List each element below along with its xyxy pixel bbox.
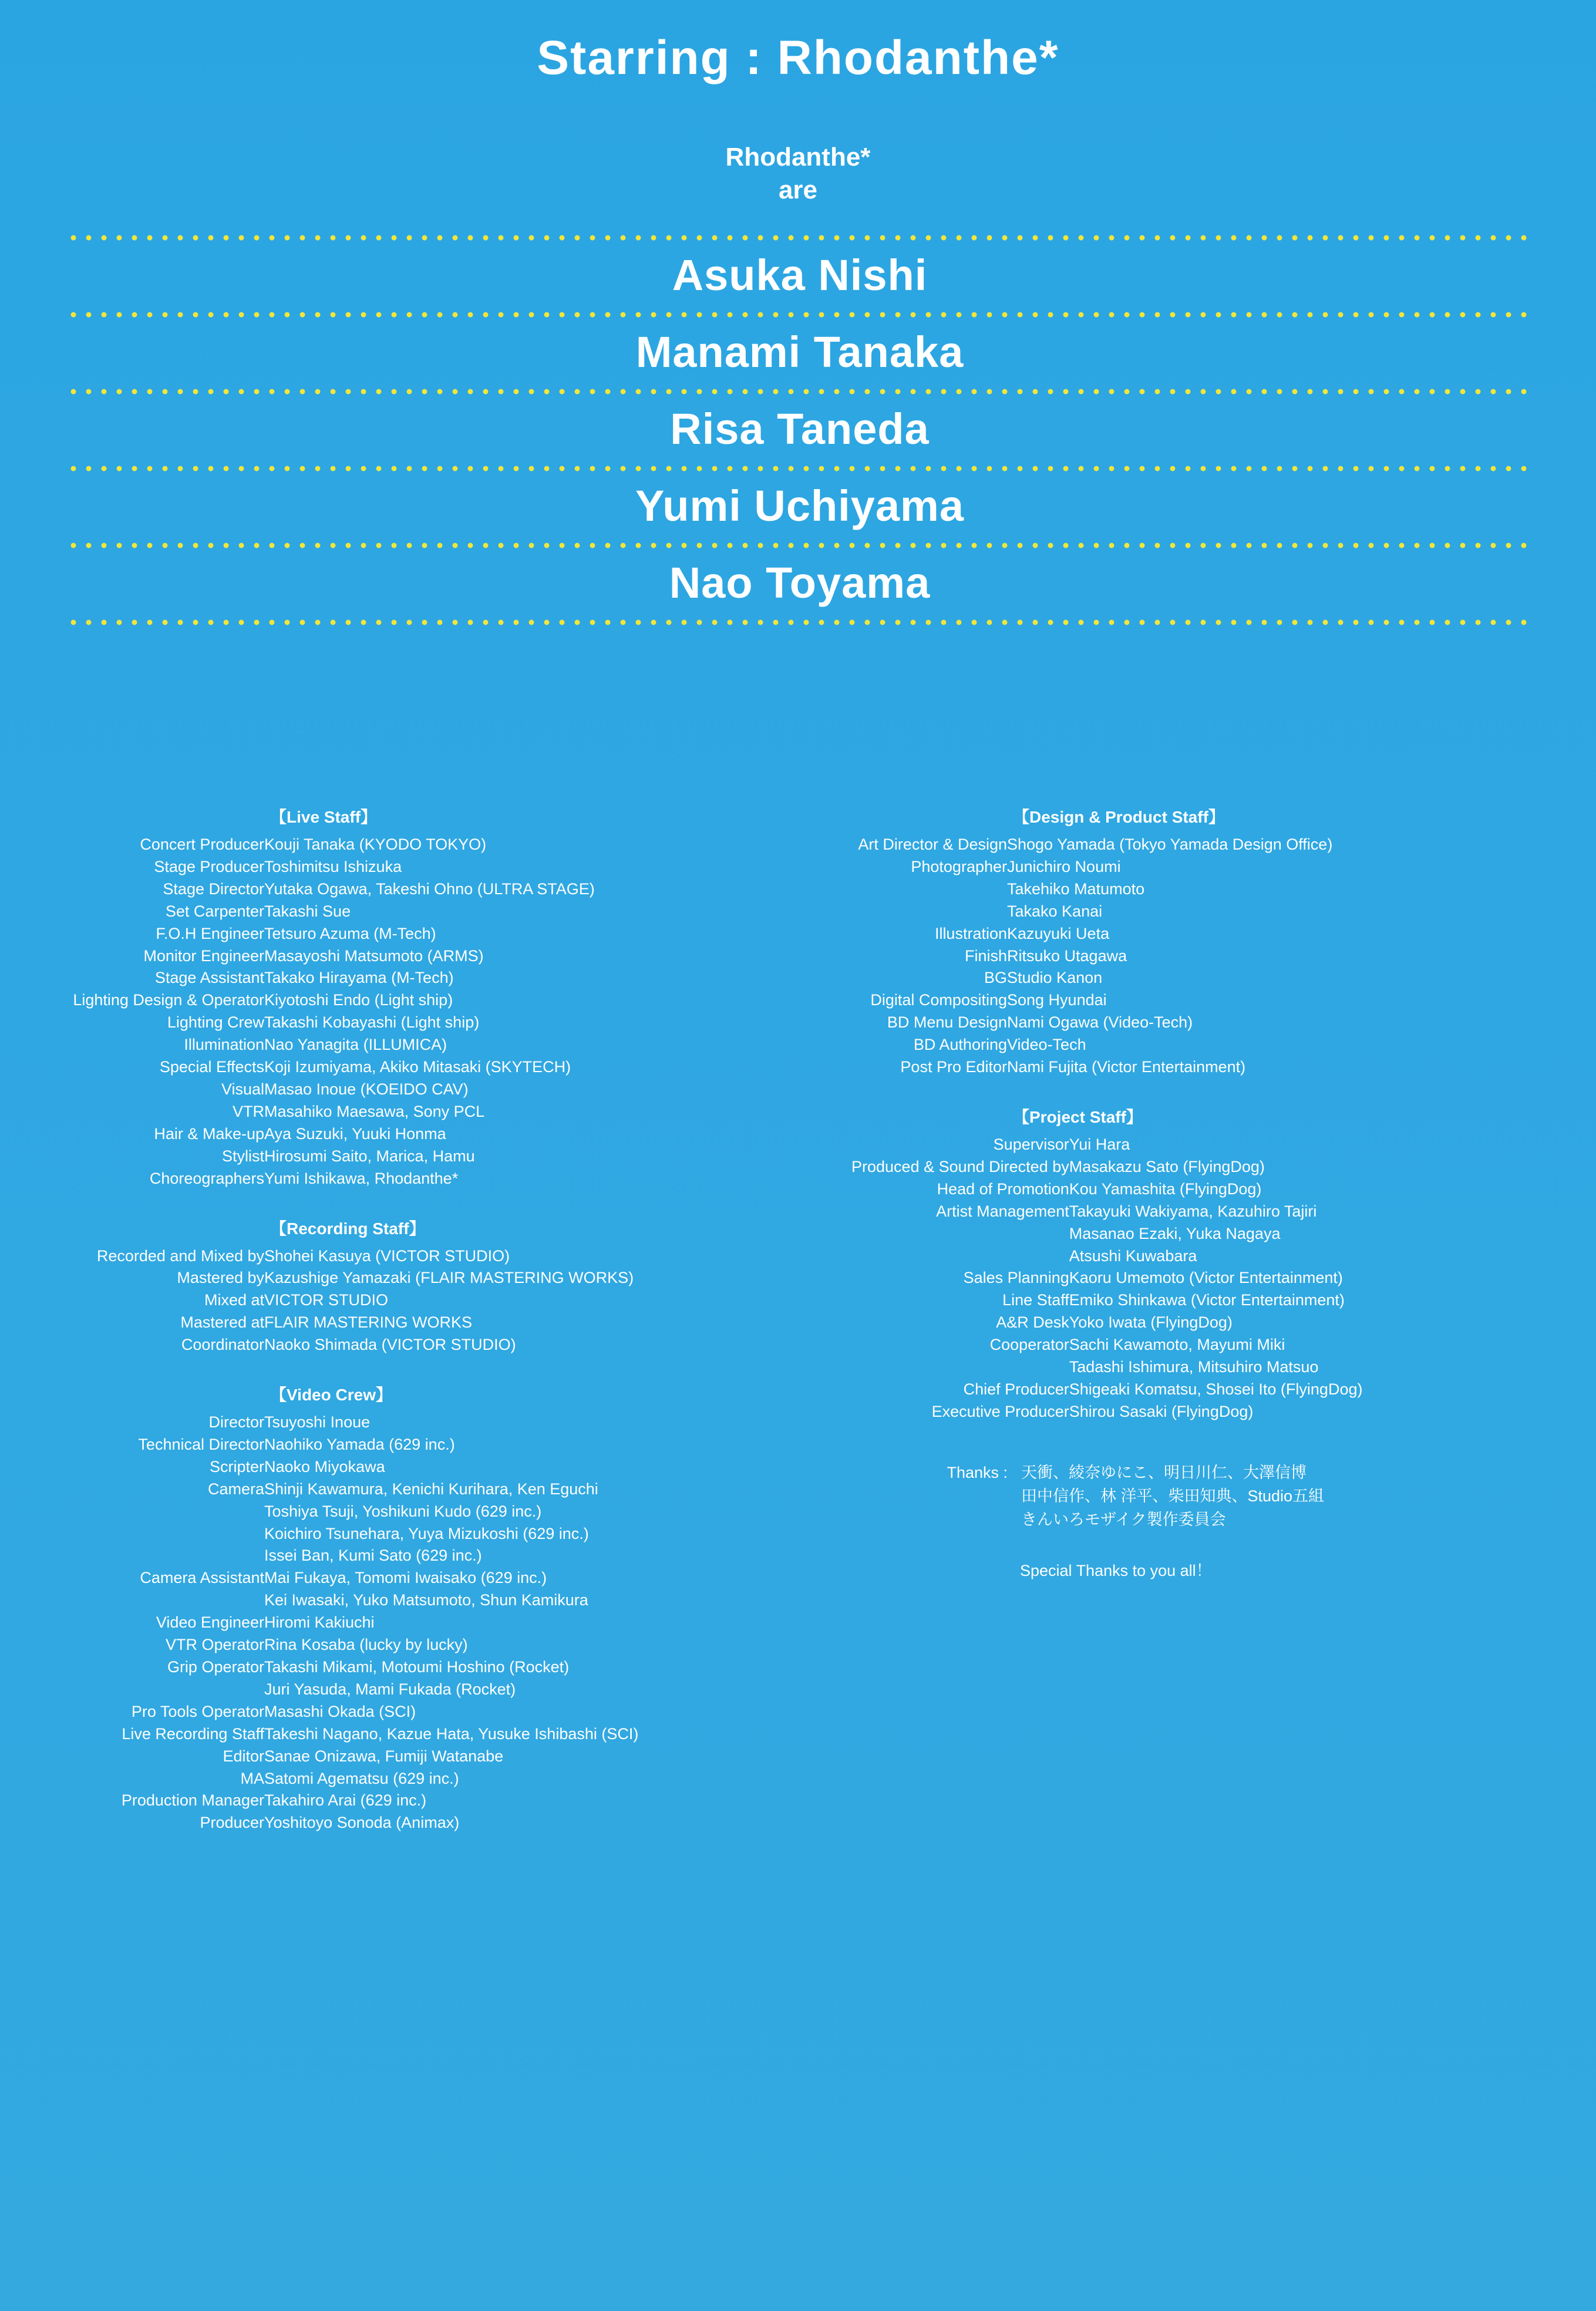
credit-role (59, 1589, 264, 1612)
credit-value: Kouji Tanaka (KYODO TOKYO) (264, 836, 487, 853)
credit-row (59, 945, 810, 968)
credit-value: Juri Yasuda, Mami Fukada (Rocket) (264, 1680, 516, 1698)
credit-role (59, 1679, 264, 1701)
credit-role: Illustration (934, 924, 1007, 942)
credit-value: Sanae Onizawa, Fumiji Watanabe (264, 1747, 504, 1765)
credit-row (851, 945, 1556, 968)
credit-row (59, 1746, 810, 1768)
credit-role: Editor (223, 1747, 264, 1765)
credit-value: Shirou Sasaki (FlyingDog) (1069, 1402, 1254, 1420)
credit-role: Producer (200, 1814, 264, 1832)
credit-row (59, 901, 810, 923)
credit-table-design-product-staff (851, 834, 1556, 1079)
credit-role: Coordinator (181, 1336, 264, 1354)
credit-value: Nami Fujita (Victor Entertainment) (1007, 1058, 1246, 1076)
credit-row (851, 1178, 1556, 1201)
credit-row (851, 923, 1556, 945)
credit-role: Line Staff (1002, 1291, 1069, 1309)
credit-row (59, 1634, 810, 1656)
credit-role: BD Menu Design (887, 1013, 1007, 1032)
credit-value: Kazushige Yamazaki (FLAIR MASTERING WORKS) (264, 1269, 634, 1287)
credit-table-video-crew (59, 1411, 810, 1834)
credit-role: VTR (233, 1102, 264, 1120)
credit-value: Toshimitsu Ishizuka (264, 857, 402, 875)
credit-role: F.O.H Engineer (156, 924, 264, 942)
section-title-live-staff: 【Live Staff】 (270, 808, 378, 826)
credit-role: Grip Operator (167, 1658, 264, 1676)
section-title-video-crew: 【Video Crew】 (270, 1386, 392, 1404)
credit-value: Video-Tech (1007, 1036, 1086, 1054)
credit-row (59, 1612, 810, 1634)
thanks-spacer (851, 1484, 1021, 1508)
credit-role: Sales Planning (963, 1269, 1069, 1287)
credit-table-live-staff (59, 834, 810, 1190)
credit-value: Junichiro Noumi (1007, 857, 1121, 875)
credits-column-right (851, 804, 1556, 1581)
credit-row (851, 1267, 1556, 1289)
credit-value: Atsushi Kuwabara (1069, 1247, 1197, 1265)
credit-role (59, 1501, 264, 1523)
rhodanthe-subtitle (0, 141, 1596, 207)
credit-value: Yoshitoyo Sonoda (Animax) (264, 1814, 460, 1832)
credit-role: Mastered by (177, 1269, 264, 1287)
credit-value: Ritsuko Utagawa (1007, 946, 1127, 965)
credit-value: Mai Fukaya, Tomomi Iwaisako (629 inc.) (264, 1569, 547, 1587)
credit-value: Aya Suzuki, Yuuki Honma (264, 1124, 446, 1143)
credit-role (851, 1223, 1069, 1245)
credit-row (59, 1523, 810, 1545)
credit-value: Takayuki Wakiyama, Kazuhiro Tajiri (1069, 1202, 1317, 1220)
credit-row (59, 1267, 810, 1289)
credit-row (59, 1312, 810, 1334)
credit-table-project-staff (851, 1134, 1556, 1423)
credit-row (59, 878, 810, 901)
thanks-row (851, 1508, 1325, 1531)
dotted-divider (66, 466, 1534, 471)
section-spacer (59, 1190, 810, 1216)
credit-role: Choreographers (149, 1169, 264, 1187)
credit-role: BD Authoring (913, 1036, 1007, 1054)
credit-role (851, 878, 1007, 901)
credit-role: Produced & Sound Directed by (851, 1157, 1069, 1175)
credit-role: Scripter (209, 1457, 264, 1475)
credit-value: Shohei Kasuya (VICTOR STUDIO) (264, 1247, 510, 1265)
credit-value: Issei Ban, Kumi Sato (629 inc.) (264, 1547, 482, 1565)
credit-value: Toshiya Tsuji, Yoshikuni Kudo (629 inc.) (264, 1502, 542, 1520)
credit-value: VICTOR STUDIO (264, 1291, 389, 1309)
credit-row (851, 967, 1556, 989)
credit-role: Concert Producer (140, 836, 264, 853)
credit-value: FLAIR MASTERING WORKS (264, 1313, 473, 1332)
credit-value: Naoko Shimada (VICTOR STUDIO) (264, 1336, 516, 1354)
thanks-value: 天衝、綾奈ゆにこ、明日川仁、大澤信博 (1021, 1463, 1307, 1481)
credit-value: Shogo Yamada (Tokyo Yamada Design Office) (1007, 836, 1333, 853)
credit-role: Monitor Engineer (143, 946, 264, 965)
credit-row (851, 1012, 1556, 1034)
credit-role: BG (984, 969, 1007, 987)
credit-role (851, 901, 1007, 923)
credit-role: Photographer (911, 857, 1007, 875)
thanks-value: 田中信作、林 洋平、柴田知典、Studio五組 (1021, 1487, 1325, 1505)
credit-role: Lighting Design & Operator (73, 991, 264, 1009)
credit-row (59, 989, 810, 1012)
credit-row (851, 1289, 1556, 1312)
credit-row (851, 1379, 1556, 1401)
credit-value: Koji Izumiyama, Akiko Mitasaki (SKYTECH) (264, 1058, 571, 1076)
credit-row (851, 1334, 1556, 1356)
credit-role: Art Director & Design (858, 836, 1007, 853)
credit-row (59, 1079, 810, 1101)
credit-role: Stage Assistant (154, 969, 264, 987)
credit-value: Kazuyuki Ueta (1007, 924, 1110, 942)
credit-role: Recorded and Mixed by (96, 1247, 264, 1265)
credit-role: Artist Management (936, 1202, 1069, 1220)
dotted-divider (66, 235, 1534, 241)
section-title-project-staff: 【Project Staff】 (1013, 1107, 1143, 1126)
credit-value: Hiromi Kakiuchi (264, 1613, 375, 1632)
credit-value: Song Hyundai (1007, 991, 1107, 1009)
member-name: Risa Taneda (670, 405, 930, 453)
credit-role: Visual (221, 1080, 264, 1098)
credit-role: Digital Compositing (870, 991, 1007, 1009)
credit-row (851, 1156, 1556, 1178)
credit-role: Pro Tools Operator (131, 1702, 264, 1720)
credit-row (59, 1589, 810, 1612)
credits-column-left (59, 804, 810, 1834)
section-spacer (851, 1079, 1556, 1104)
thanks-row (851, 1461, 1325, 1484)
credit-value: Takahiro Arai (629 inc.) (264, 1791, 427, 1810)
thanks-spacer (851, 1508, 1021, 1531)
credit-row (851, 1223, 1556, 1245)
credit-value: Takako Kanai (1007, 902, 1103, 920)
credit-value: Nami Ogawa (Video-Tech) (1007, 1013, 1193, 1032)
credit-value: Emiko Shinkawa (Victor Entertainment) (1069, 1291, 1345, 1309)
credit-row (59, 1411, 810, 1434)
credit-value: Studio Kanon (1007, 969, 1103, 987)
credit-row (851, 1056, 1556, 1079)
credit-row (59, 1289, 810, 1312)
credit-value: Masashi Okada (SCI) (264, 1702, 416, 1720)
credit-role: VTR Operator (165, 1636, 264, 1654)
member-list (66, 235, 1534, 625)
credit-row (59, 1123, 810, 1146)
credit-role: Camera Assistant (140, 1569, 264, 1587)
credit-role: Hair & Make-up (154, 1124, 264, 1143)
credit-value: Takashi Mikami, Motoumi Hoshino (Rocket) (264, 1658, 570, 1676)
credit-role: Stage Producer (154, 857, 264, 875)
dotted-divider (66, 619, 1534, 625)
credit-role (59, 1545, 264, 1567)
credit-role: Chief Producer (963, 1380, 1069, 1398)
credit-role: Director (208, 1413, 264, 1431)
credit-role: Lighting Crew (167, 1013, 264, 1032)
credit-row (851, 834, 1556, 856)
credit-value: Satomi Agematsu (629 inc.) (264, 1769, 459, 1787)
credit-row (851, 1034, 1556, 1056)
credit-role: Production Manager (121, 1791, 264, 1810)
dotted-divider (66, 543, 1534, 548)
credit-row (851, 878, 1556, 901)
credit-value: Masakazu Sato (FlyingDog) (1069, 1157, 1265, 1175)
member-name: Manami Tanaka (635, 328, 964, 376)
credit-value: Naoko Miyokawa (264, 1457, 385, 1475)
credit-row (59, 1101, 810, 1123)
rhodanthe-label: Rhodanthe* (725, 143, 871, 171)
credit-row (851, 1201, 1556, 1223)
credit-row (59, 1723, 810, 1746)
credit-row (59, 1812, 810, 1834)
credit-value: Kou Yamashita (FlyingDog) (1069, 1180, 1262, 1198)
credit-role: Cooperator (989, 1336, 1069, 1354)
credit-role: Video Engineer (156, 1613, 264, 1632)
credit-value: Kei Iwasaki, Yuko Matsumoto, Shun Kamikura (264, 1591, 588, 1609)
credit-value: Yui Hara (1069, 1135, 1130, 1153)
credit-role: Mixed at (204, 1291, 264, 1309)
credit-value: Hirosumi Saito, Marica, Hamu (264, 1147, 475, 1165)
credit-row (59, 1679, 810, 1701)
credit-row (59, 834, 810, 856)
credit-row (59, 923, 810, 945)
section-title-recording-staff: 【Recording Staff】 (270, 1219, 426, 1238)
credit-value: Takehiko Matumoto (1007, 880, 1145, 898)
credit-row (59, 1434, 810, 1456)
page-title: Starring : Rhodanthe* (537, 31, 1059, 85)
credit-row (59, 1790, 810, 1812)
credit-value: Tadashi Ishimura, Mitsuhiro Matsuo (1069, 1358, 1319, 1376)
credit-role: Live Recording Staff (122, 1724, 264, 1743)
section-title-design-product-staff: 【Design & Product Staff】 (1013, 808, 1225, 826)
credit-row (59, 1334, 810, 1356)
are-label: are (778, 176, 818, 205)
member-name: Nao Toyama (669, 558, 931, 607)
credit-value: Naohiko Yamada (629 inc.) (264, 1435, 455, 1453)
credit-value: Masao Inoue (KOEIDO CAV) (264, 1080, 469, 1098)
credit-role: Set Carpenter (165, 902, 264, 920)
credit-row (59, 1567, 810, 1589)
credit-role: Stage Director (163, 880, 264, 898)
credit-row (59, 1701, 810, 1723)
credit-row (851, 989, 1556, 1012)
credit-value: Tetsuro Azuma (M-Tech) (264, 924, 436, 942)
credit-role (851, 1356, 1069, 1379)
credit-role: Head of Promotion (937, 1180, 1069, 1198)
special-thanks: Special Thanks to you all！ (1020, 1561, 1212, 1579)
credit-role: Camera (207, 1480, 264, 1498)
thanks-label: Thanks : (947, 1463, 1008, 1481)
credit-value: Shigeaki Komatsu, Shosei Ito (FlyingDog) (1069, 1380, 1363, 1398)
thanks-block (851, 1461, 1556, 1581)
credit-row (851, 901, 1556, 923)
credit-row (851, 1401, 1556, 1423)
credit-row (851, 1312, 1556, 1334)
credit-row (851, 1245, 1556, 1268)
credit-value: Shinji Kawamura, Kenichi Kurihara, Ken Eguchi (264, 1480, 598, 1498)
member-name: Yumi Uchiyama (635, 481, 964, 530)
credit-row (59, 1501, 810, 1523)
credit-row (59, 967, 810, 989)
credit-role: Special Effects (159, 1058, 264, 1076)
credit-value: Takako Hirayama (M-Tech) (264, 969, 454, 987)
member-name: Asuka Nishi (672, 251, 928, 299)
credit-role: Executive Producer (931, 1402, 1069, 1420)
dotted-divider (66, 312, 1534, 318)
credit-value: Takashi Kobayashi (Light ship) (264, 1013, 480, 1032)
credit-row (59, 1034, 810, 1056)
credit-role (59, 1523, 264, 1545)
credit-role: Mastered at (180, 1313, 264, 1332)
credit-row (851, 1134, 1556, 1156)
section-spacer (59, 1356, 810, 1382)
credit-value: Yutaka Ogawa, Takeshi Ohno (ULTRA STAGE) (264, 880, 595, 898)
credit-value: Rina Kosaba (lucky by lucky) (264, 1636, 468, 1654)
credit-value: Masanao Ezaki, Yuka Nagaya (1069, 1224, 1281, 1242)
credit-row (59, 1168, 810, 1190)
dotted-divider (66, 389, 1534, 395)
credit-value: Masayoshi Matsumoto (ARMS) (264, 946, 484, 965)
thanks-value: きんいろモザイク製作委員会 (1021, 1511, 1226, 1529)
credit-value: Kiyotoshi Endo (Light ship) (264, 991, 453, 1009)
credit-role: Post Pro Editor (900, 1058, 1007, 1076)
credit-value: Yoko Iwata (FlyingDog) (1069, 1313, 1233, 1332)
credit-row (59, 1146, 810, 1168)
credit-row (59, 1768, 810, 1790)
credit-row (59, 1245, 810, 1268)
credit-value: Koichiro Tsunehara, Yuya Mizukoshi (629 inc.) (264, 1524, 589, 1542)
credit-row (851, 1356, 1556, 1379)
credit-row (59, 1056, 810, 1079)
credit-row (59, 1656, 810, 1679)
credit-role: MA (240, 1769, 264, 1787)
credit-role: Stylist (221, 1147, 264, 1165)
credit-role: Illumination (184, 1036, 264, 1054)
thanks-row (851, 1484, 1325, 1508)
credit-value: Sachi Kawamoto, Mayumi Miki (1069, 1336, 1285, 1354)
credit-row (59, 856, 810, 878)
credit-value: Kaoru Umemoto (Victor Entertainment) (1069, 1269, 1343, 1287)
credit-role: Technical Director (138, 1435, 264, 1453)
credit-row (851, 856, 1556, 878)
credit-value: Yumi Ishikawa, Rhodanthe* (264, 1169, 459, 1187)
credit-row (59, 1478, 810, 1501)
credit-row (59, 1456, 810, 1478)
credit-table-recording-staff (59, 1245, 810, 1357)
credit-value: Takeshi Nagano, Kazue Hata, Yusuke Ishibashi (SCI) (264, 1724, 639, 1743)
credit-role (851, 1245, 1069, 1268)
credit-row (59, 1545, 810, 1567)
credits-area (0, 804, 1596, 2307)
credit-row (59, 1012, 810, 1034)
credit-role: Supervisor (993, 1135, 1069, 1153)
credit-value: Tsuyoshi Inoue (264, 1413, 371, 1431)
credit-value: Takashi Sue (264, 902, 351, 920)
credit-value: Nao Yanagita (ILLUMICA) (264, 1036, 447, 1054)
credit-role: Finish (964, 946, 1007, 965)
credit-role: A&R Desk (996, 1313, 1069, 1332)
credit-value: Masahiko Maesawa, Sony PCL (264, 1102, 485, 1120)
